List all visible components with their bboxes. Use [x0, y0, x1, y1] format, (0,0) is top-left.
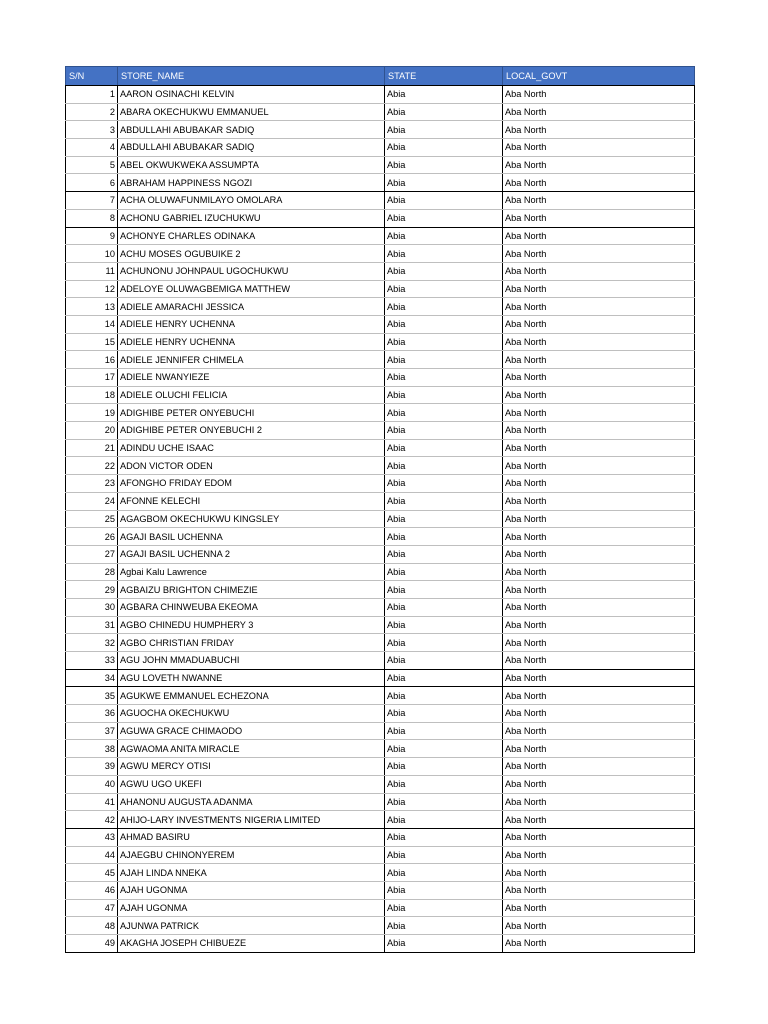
cell-store-name: ADIELE JENNIFER CHIMELA [118, 351, 385, 369]
table-row [66, 864, 695, 882]
cell-store-name: AKAGHA JOSEPH CHIBUEZE [118, 935, 385, 953]
cell-state: Abia [385, 935, 503, 953]
cell-sn: 18 [66, 386, 118, 404]
cell-store-name: ACHONYE CHARLES ODINAKA [118, 227, 385, 245]
cell-sn: 40 [66, 775, 118, 793]
cell-state: Abia [385, 174, 503, 192]
cell-local-govt: Aba North [503, 174, 695, 192]
table-row [66, 139, 695, 157]
cell-state: Abia [385, 669, 503, 687]
cell-local-govt: Aba North [503, 864, 695, 882]
cell-sn: 38 [66, 740, 118, 758]
cell-store-name: ABDULLAHI ABUBAKAR SADIQ [118, 139, 385, 157]
cell-state: Abia [385, 775, 503, 793]
cell-state: Abia [385, 563, 503, 581]
cell-sn: 24 [66, 492, 118, 510]
cell-sn: 6 [66, 174, 118, 192]
table-row [66, 687, 695, 705]
cell-state: Abia [385, 351, 503, 369]
table-row [66, 192, 695, 210]
cell-store-name: AGWAOMA ANITA MIRACLE [118, 740, 385, 758]
cell-local-govt: Aba North [503, 705, 695, 723]
cell-sn: 19 [66, 404, 118, 422]
cell-store-name: ADIELE NWANYIEZE [118, 369, 385, 387]
cell-local-govt: Aba North [503, 935, 695, 953]
cell-store-name: AARON OSINACHI KELVIN [118, 86, 385, 104]
cell-store-name: AHANONU AUGUSTA ADANMA [118, 793, 385, 811]
cell-state: Abia [385, 121, 503, 139]
cell-local-govt: Aba North [503, 722, 695, 740]
cell-state: Abia [385, 881, 503, 899]
table-row [66, 333, 695, 351]
header-store-name: STORE_NAME [118, 67, 385, 86]
cell-local-govt: Aba North [503, 315, 695, 333]
table-row [66, 616, 695, 634]
table-row [66, 262, 695, 280]
cell-store-name: AJAH LINDA NNEKA [118, 864, 385, 882]
cell-state: Abia [385, 917, 503, 935]
table-row [66, 457, 695, 475]
table-row [66, 245, 695, 263]
table-row [66, 652, 695, 670]
cell-local-govt: Aba North [503, 262, 695, 280]
cell-store-name: AHIJO-LARY INVESTMENTS NIGERIA LIMITED [118, 811, 385, 829]
cell-store-name: AHMAD BASIRU [118, 828, 385, 846]
table-row [66, 598, 695, 616]
cell-sn: 32 [66, 634, 118, 652]
table-row [66, 298, 695, 316]
cell-sn: 37 [66, 722, 118, 740]
cell-local-govt: Aba North [503, 492, 695, 510]
cell-store-name: AGAJI BASIL UCHENNA [118, 528, 385, 546]
cell-local-govt: Aba North [503, 687, 695, 705]
cell-sn: 8 [66, 209, 118, 227]
table-row [66, 369, 695, 387]
cell-sn: 15 [66, 333, 118, 351]
cell-local-govt: Aba North [503, 510, 695, 528]
cell-state: Abia [385, 793, 503, 811]
cell-sn: 29 [66, 581, 118, 599]
table-row [66, 722, 695, 740]
table-row [66, 174, 695, 192]
cell-sn: 5 [66, 156, 118, 174]
cell-sn: 14 [66, 315, 118, 333]
table-row [66, 545, 695, 563]
cell-store-name: AFONGHO FRIDAY EDOM [118, 475, 385, 493]
cell-sn: 17 [66, 369, 118, 387]
cell-store-name: AGU LOVETH NWANNE [118, 669, 385, 687]
table-row [66, 386, 695, 404]
cell-local-govt: Aba North [503, 669, 695, 687]
table-row [66, 103, 695, 121]
table-row [66, 315, 695, 333]
cell-local-govt: Aba North [503, 811, 695, 829]
header-sn: S/N [66, 67, 118, 86]
cell-local-govt: Aba North [503, 457, 695, 475]
cell-local-govt: Aba North [503, 563, 695, 581]
cell-local-govt: Aba North [503, 475, 695, 493]
table-row [66, 881, 695, 899]
header-local-govt: LOCAL_GOVT [503, 67, 695, 86]
table-row [66, 351, 695, 369]
cell-state: Abia [385, 227, 503, 245]
cell-state: Abia [385, 705, 503, 723]
cell-local-govt: Aba North [503, 775, 695, 793]
cell-sn: 49 [66, 935, 118, 953]
cell-sn: 46 [66, 881, 118, 899]
cell-state: Abia [385, 899, 503, 917]
cell-state: Abia [385, 369, 503, 387]
cell-store-name: AGBO CHINEDU HUMPHERY 3 [118, 616, 385, 634]
cell-state: Abia [385, 103, 503, 121]
cell-local-govt: Aba North [503, 652, 695, 670]
cell-sn: 45 [66, 864, 118, 882]
table-row [66, 669, 695, 687]
cell-state: Abia [385, 581, 503, 599]
cell-local-govt: Aba North [503, 103, 695, 121]
cell-state: Abia [385, 333, 503, 351]
cell-store-name: ADIELE HENRY UCHENNA [118, 315, 385, 333]
table-row [66, 563, 695, 581]
cell-state: Abia [385, 156, 503, 174]
cell-state: Abia [385, 598, 503, 616]
cell-local-govt: Aba North [503, 439, 695, 457]
cell-local-govt: Aba North [503, 793, 695, 811]
cell-local-govt: Aba North [503, 528, 695, 546]
cell-store-name: AGU JOHN MMADUABUCHI [118, 652, 385, 670]
cell-state: Abia [385, 422, 503, 440]
cell-store-name: AGBAIZU BRIGHTON CHIMEZIE [118, 581, 385, 599]
table-row [66, 422, 695, 440]
cell-local-govt: Aba North [503, 139, 695, 157]
cell-local-govt: Aba North [503, 545, 695, 563]
store-table [65, 66, 695, 953]
cell-state: Abia [385, 828, 503, 846]
cell-store-name: ADIGHIBE PETER ONYEBUCHI [118, 404, 385, 422]
cell-state: Abia [385, 139, 503, 157]
cell-sn: 43 [66, 828, 118, 846]
cell-local-govt: Aba North [503, 917, 695, 935]
cell-local-govt: Aba North [503, 245, 695, 263]
cell-local-govt: Aba North [503, 828, 695, 846]
cell-store-name: ABRAHAM HAPPINESS NGOZI [118, 174, 385, 192]
cell-sn: 27 [66, 545, 118, 563]
cell-sn: 3 [66, 121, 118, 139]
cell-state: Abia [385, 846, 503, 864]
cell-sn: 2 [66, 103, 118, 121]
cell-state: Abia [385, 245, 503, 263]
cell-store-name: ADIGHIBE PETER ONYEBUCHI 2 [118, 422, 385, 440]
cell-sn: 41 [66, 793, 118, 811]
cell-store-name: AGBO CHRISTIAN FRIDAY [118, 634, 385, 652]
cell-local-govt: Aba North [503, 616, 695, 634]
cell-sn: 23 [66, 475, 118, 493]
cell-local-govt: Aba North [503, 280, 695, 298]
table-row [66, 439, 695, 457]
cell-local-govt: Aba North [503, 422, 695, 440]
cell-store-name: ADINDU UCHE ISAAC [118, 439, 385, 457]
cell-sn: 25 [66, 510, 118, 528]
cell-local-govt: Aba North [503, 298, 695, 316]
cell-local-govt: Aba North [503, 386, 695, 404]
table-row [66, 740, 695, 758]
cell-store-name: ACHU MOSES OGUBUIKE 2 [118, 245, 385, 263]
cell-state: Abia [385, 457, 503, 475]
cell-state: Abia [385, 280, 503, 298]
table-row [66, 705, 695, 723]
cell-store-name: ADIELE HENRY UCHENNA [118, 333, 385, 351]
cell-store-name: AJAH UGONMA [118, 899, 385, 917]
table-row [66, 793, 695, 811]
cell-sn: 10 [66, 245, 118, 263]
cell-local-govt: Aba North [503, 881, 695, 899]
cell-local-govt: Aba North [503, 581, 695, 599]
cell-sn: 16 [66, 351, 118, 369]
cell-store-name: AGWU UGO UKEFI [118, 775, 385, 793]
cell-sn: 39 [66, 758, 118, 776]
cell-sn: 4 [66, 139, 118, 157]
cell-state: Abia [385, 510, 503, 528]
cell-state: Abia [385, 740, 503, 758]
cell-store-name: AFONNE KELECHI [118, 492, 385, 510]
cell-sn: 7 [66, 192, 118, 210]
cell-local-govt: Aba North [503, 156, 695, 174]
cell-sn: 31 [66, 616, 118, 634]
cell-store-name: ADIELE AMARACHI JESSICA [118, 298, 385, 316]
header-state: STATE [385, 67, 503, 86]
cell-state: Abia [385, 386, 503, 404]
table-row [66, 86, 695, 104]
cell-state: Abia [385, 86, 503, 104]
cell-sn: 11 [66, 262, 118, 280]
cell-store-name: ADON VICTOR ODEN [118, 457, 385, 475]
cell-state: Abia [385, 634, 503, 652]
cell-sn: 30 [66, 598, 118, 616]
cell-local-govt: Aba North [503, 758, 695, 776]
cell-store-name: AGBARA CHINWEUBA EKEOMA [118, 598, 385, 616]
cell-local-govt: Aba North [503, 209, 695, 227]
cell-store-name: Agbai Kalu Lawrence [118, 563, 385, 581]
cell-state: Abia [385, 758, 503, 776]
cell-local-govt: Aba North [503, 86, 695, 104]
table-row [66, 899, 695, 917]
table-row [66, 209, 695, 227]
cell-state: Abia [385, 475, 503, 493]
cell-sn: 35 [66, 687, 118, 705]
table-row [66, 475, 695, 493]
cell-state: Abia [385, 528, 503, 546]
cell-local-govt: Aba North [503, 740, 695, 758]
cell-sn: 28 [66, 563, 118, 581]
cell-store-name: AGUOCHA OKECHUKWU [118, 705, 385, 723]
table-row [66, 775, 695, 793]
cell-store-name: ACHUNONU JOHNPAUL UGOCHUKWU [118, 262, 385, 280]
table-row [66, 510, 695, 528]
cell-sn: 42 [66, 811, 118, 829]
cell-local-govt: Aba North [503, 899, 695, 917]
cell-local-govt: Aba North [503, 192, 695, 210]
cell-store-name: AGAGBOM OKECHUKWU KINGSLEY [118, 510, 385, 528]
cell-sn: 34 [66, 669, 118, 687]
table-row [66, 581, 695, 599]
cell-state: Abia [385, 404, 503, 422]
table-row [66, 404, 695, 422]
cell-local-govt: Aba North [503, 598, 695, 616]
cell-local-govt: Aba North [503, 369, 695, 387]
table-row [66, 492, 695, 510]
header-row [66, 67, 695, 86]
cell-sn: 36 [66, 705, 118, 723]
cell-state: Abia [385, 492, 503, 510]
cell-state: Abia [385, 209, 503, 227]
cell-state: Abia [385, 616, 503, 634]
table-row [66, 811, 695, 829]
table-row [66, 528, 695, 546]
cell-state: Abia [385, 687, 503, 705]
cell-local-govt: Aba North [503, 634, 695, 652]
cell-sn: 26 [66, 528, 118, 546]
cell-local-govt: Aba North [503, 351, 695, 369]
cell-sn: 47 [66, 899, 118, 917]
cell-state: Abia [385, 192, 503, 210]
cell-store-name: AJUNWA PATRICK [118, 917, 385, 935]
table-row [66, 280, 695, 298]
cell-sn: 33 [66, 652, 118, 670]
cell-state: Abia [385, 439, 503, 457]
cell-local-govt: Aba North [503, 846, 695, 864]
cell-store-name: AGWU MERCY OTISI [118, 758, 385, 776]
cell-local-govt: Aba North [503, 227, 695, 245]
table-row [66, 758, 695, 776]
cell-state: Abia [385, 298, 503, 316]
cell-store-name: ADIELE OLUCHI FELICIA [118, 386, 385, 404]
cell-sn: 13 [66, 298, 118, 316]
cell-state: Abia [385, 315, 503, 333]
cell-sn: 9 [66, 227, 118, 245]
cell-store-name: ABEL OKWUKWEKA ASSUMPTA [118, 156, 385, 174]
cell-store-name: AJAH UGONMA [118, 881, 385, 899]
table-row [66, 156, 695, 174]
table-row [66, 917, 695, 935]
table-row [66, 121, 695, 139]
cell-sn: 21 [66, 439, 118, 457]
cell-state: Abia [385, 545, 503, 563]
table-row [66, 935, 695, 953]
cell-store-name: AJAEGBU CHINONYEREM [118, 846, 385, 864]
cell-local-govt: Aba North [503, 404, 695, 422]
cell-state: Abia [385, 722, 503, 740]
cell-store-name: ABARA OKECHUKWU EMMANUEL [118, 103, 385, 121]
cell-store-name: AGUKWE EMMANUEL ECHEZONA [118, 687, 385, 705]
cell-state: Abia [385, 864, 503, 882]
table-row [66, 227, 695, 245]
cell-local-govt: Aba North [503, 121, 695, 139]
cell-store-name: ADELOYE OLUWAGBEMIGA MATTHEW [118, 280, 385, 298]
cell-state: Abia [385, 811, 503, 829]
cell-local-govt: Aba North [503, 333, 695, 351]
cell-store-name: ACHA OLUWAFUNMILAYO OMOLARA [118, 192, 385, 210]
table-row [66, 634, 695, 652]
cell-sn: 20 [66, 422, 118, 440]
cell-sn: 22 [66, 457, 118, 475]
cell-sn: 48 [66, 917, 118, 935]
cell-store-name: ABDULLAHI ABUBAKAR SADIQ [118, 121, 385, 139]
cell-sn: 12 [66, 280, 118, 298]
table-row [66, 846, 695, 864]
table-row [66, 828, 695, 846]
cell-state: Abia [385, 262, 503, 280]
cell-sn: 1 [66, 86, 118, 104]
cell-sn: 44 [66, 846, 118, 864]
cell-store-name: AGAJI BASIL UCHENNA 2 [118, 545, 385, 563]
cell-store-name: AGUWA GRACE CHIMAODO [118, 722, 385, 740]
cell-store-name: ACHONU GABRIEL IZUCHUKWU [118, 209, 385, 227]
cell-state: Abia [385, 652, 503, 670]
